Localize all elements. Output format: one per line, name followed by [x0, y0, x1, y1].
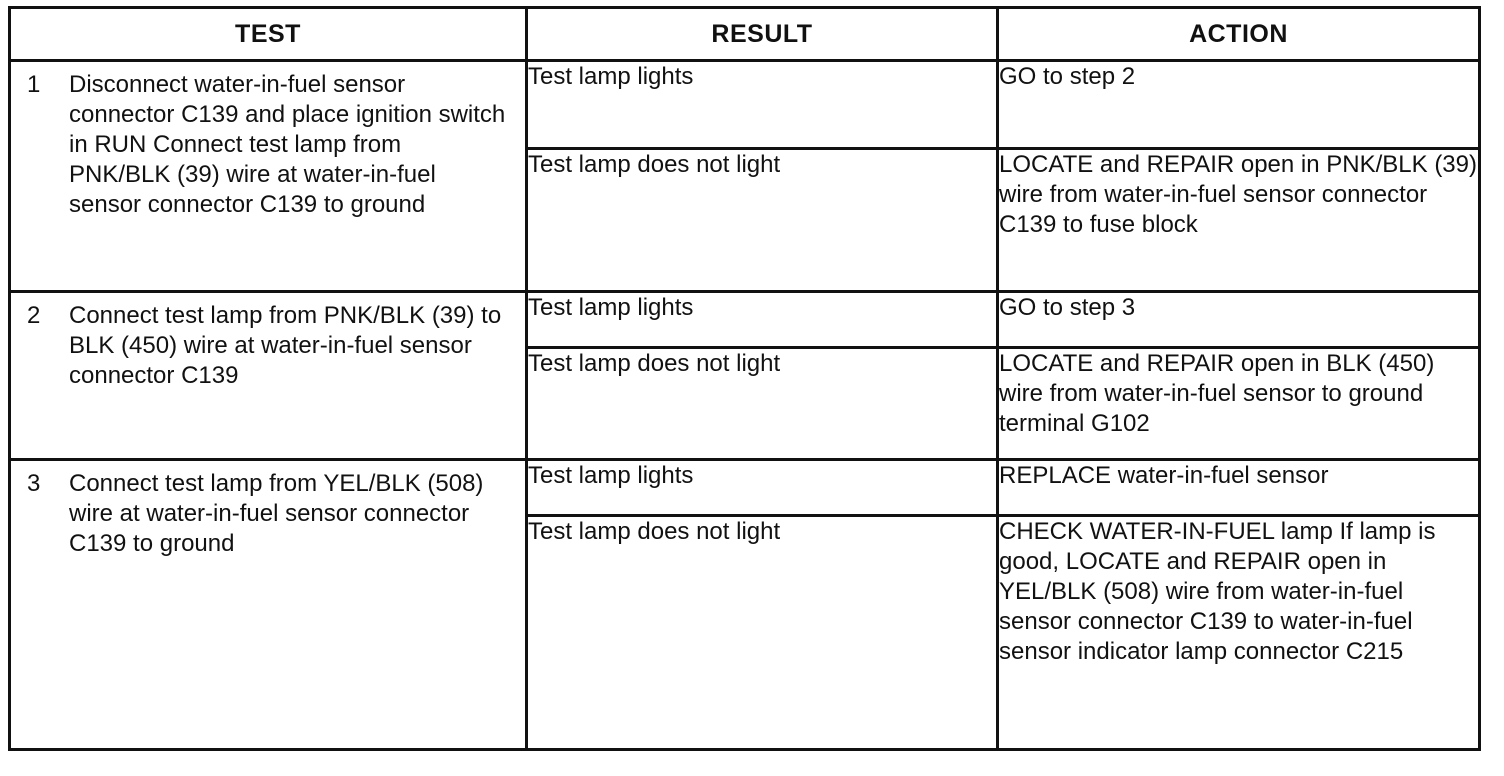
- step-number: 1: [27, 71, 41, 98]
- result-cell: Test lamp does not light: [527, 348, 998, 460]
- test-cell-step-1: [10, 61, 527, 292]
- action-cell: CHECK WATER-IN-FUEL lamp If lamp is good, LOCATE and REPAIR open in YEL/BLK (508) wire from water-in-fuel sensor connector C139 to water-in-fuel sensor indicator lamp connector C215: [998, 516, 1480, 750]
- result-cell: Test lamp lights: [527, 61, 998, 149]
- action-cell: LOCATE and REPAIR open in BLK (450) wire from water-in-fuel sensor to ground terminal G102: [998, 348, 1480, 460]
- header-result: RESULT: [527, 8, 998, 61]
- step-description: Connect test lamp from PNK/BLK (39) to BLK (450) wire at water-in-fuel sensor connector C139: [69, 302, 502, 389]
- step-description: Disconnect water-in-fuel sensor connector C139 and place ignition switch in RUN Connect test lamp from PNK/BLK (39) wire at water-in-fuel sensor connector C139 to ground: [69, 71, 506, 218]
- table-row: [10, 460, 1480, 516]
- result-cell: Test lamp lights: [527, 292, 998, 348]
- result-cell: Test lamp does not light: [527, 149, 998, 292]
- step-number: 3: [27, 470, 41, 497]
- action-cell: REPLACE water-in-fuel sensor: [998, 460, 1480, 516]
- action-cell: GO to step 2: [998, 61, 1480, 149]
- header-test: TEST: [10, 8, 527, 61]
- result-cell: Test lamp lights: [527, 460, 998, 516]
- action-cell: GO to step 3: [998, 292, 1480, 348]
- test-cell-step-3: [10, 460, 527, 750]
- step-description: Connect test lamp from YEL/BLK (508) wire at water-in-fuel sensor connector C139 to ground: [69, 470, 484, 557]
- table-row: [10, 61, 1480, 149]
- header-action: ACTION: [998, 8, 1480, 61]
- table-row: [10, 292, 1480, 348]
- action-cell: LOCATE and REPAIR open in PNK/BLK (39) wire from water-in-fuel sensor connector C139 to fuse block: [998, 149, 1480, 292]
- header-row: [10, 8, 1480, 61]
- test-cell-step-2: [10, 292, 527, 460]
- result-cell: Test lamp does not light: [527, 516, 998, 750]
- step-number: 2: [27, 302, 41, 329]
- diagnostic-table: [8, 6, 1481, 751]
